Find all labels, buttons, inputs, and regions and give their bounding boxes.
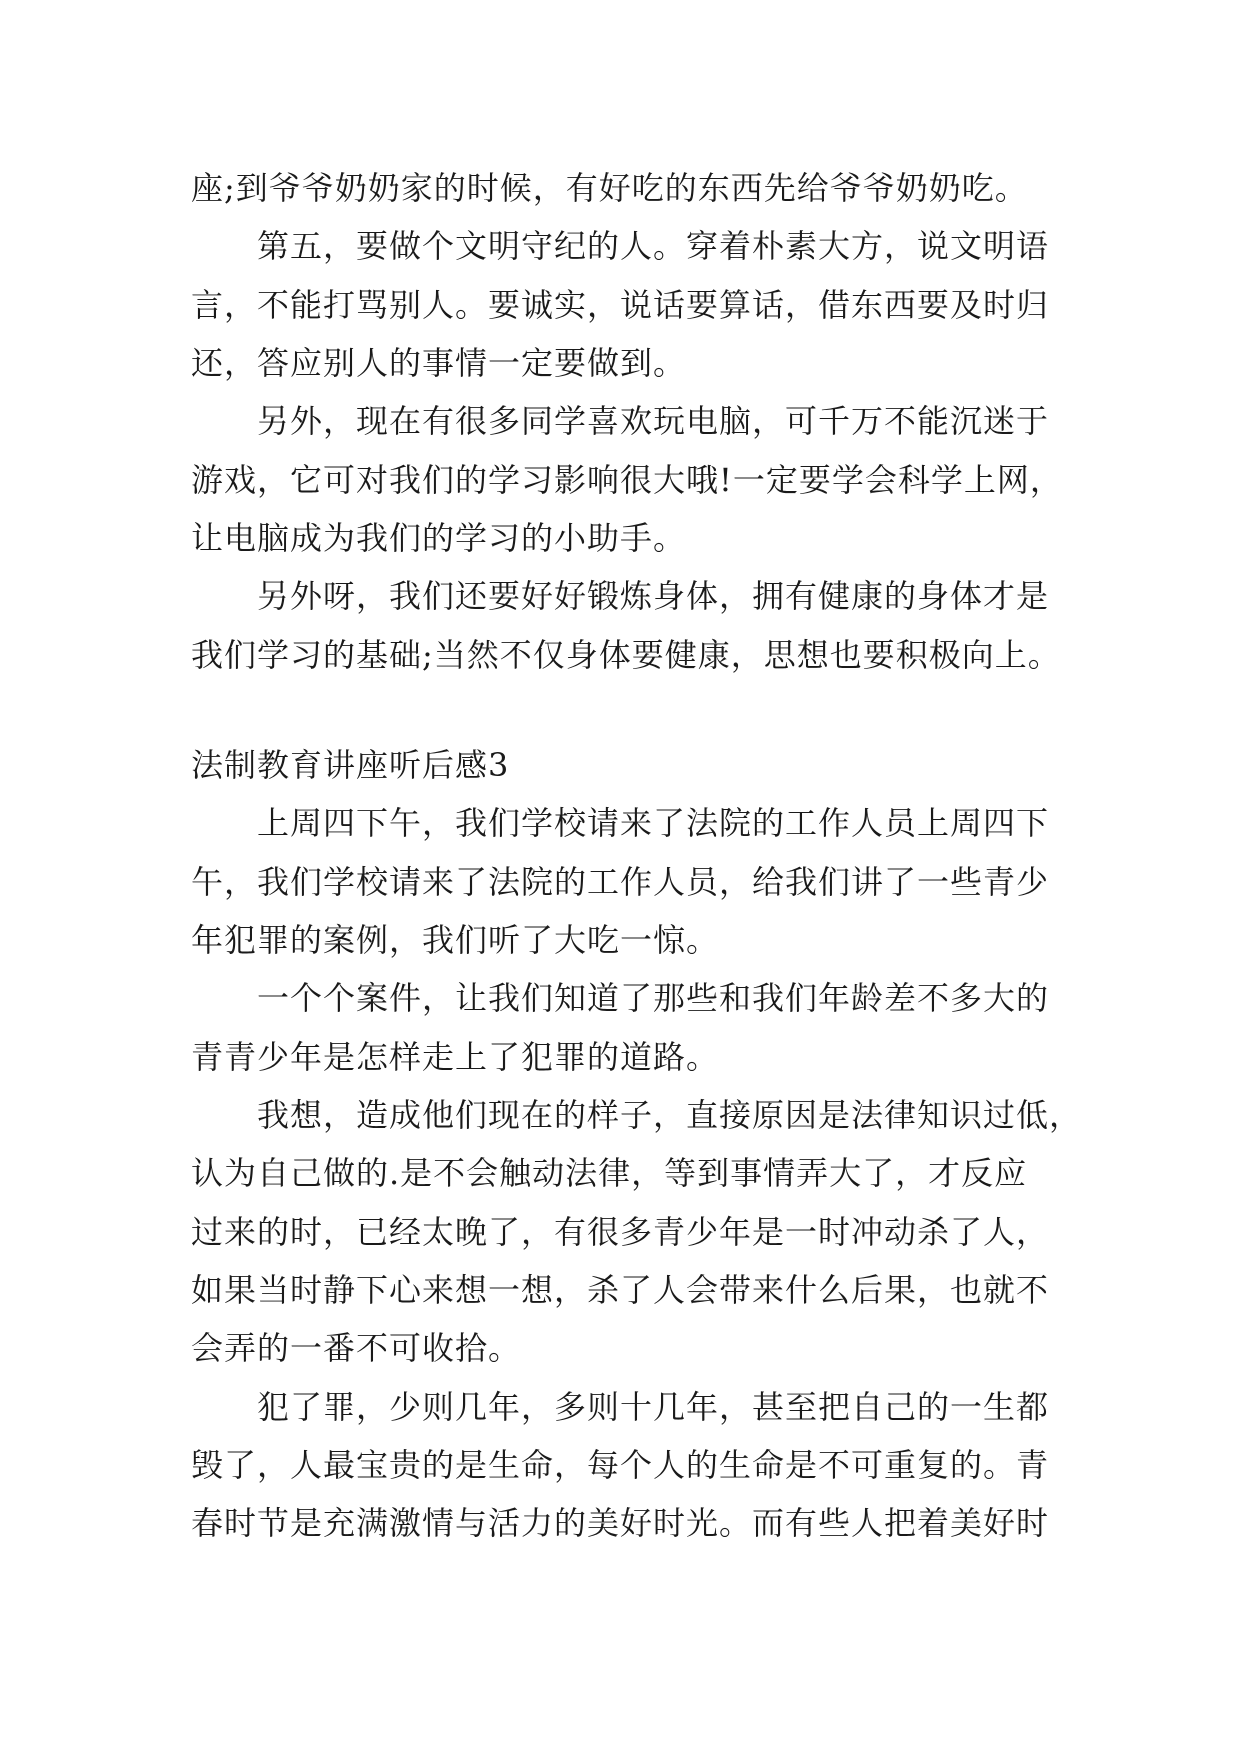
paragraph-start-line: 第五，要做个文明守纪的人。穿着朴素大方，说文明语 [257,227,1050,265]
paragraph-start-line: 另外呀，我们还要好好锻炼身体，拥有健康的身体才是 [257,577,1050,615]
text-line: 还，答应别人的事情一定要做到。 [191,344,687,382]
text-line: 午，我们学校请来了法院的工作人员，给我们讲了一些青少 [191,863,1050,901]
paragraph-start-line: 犯了罪，少则几年，多则十几年，甚至把自己的一生都 [257,1388,1050,1426]
text-line: 毁了，人最宝贵的是生命，每个人的生命是不可重复的。青 [191,1446,1050,1484]
paragraph-start-line: 一个个案件，让我们知道了那些和我们年龄差不多大的 [257,979,1050,1017]
text-line: 年犯罪的案例，我们听了大吃一惊。 [191,921,720,959]
text-line: 让电脑成为我们的学习的小助手。 [191,519,687,557]
section-heading: 法制教育讲座听后感3 [191,746,510,784]
paragraph-start-line: 另外，现在有很多同学喜欢玩电脑，可千万不能沉迷于 [257,402,1050,440]
paragraph-start-line: 上周四下午，我们学校请来了法院的工作人员上周四下 [257,804,1050,842]
text-line: 我们学习的基础;当然不仅身体要健康，思想也要积极向上。 [191,636,1061,674]
text-line: 如果当时静下心来想一想，杀了人会带来什么后果，也就不 [191,1271,1050,1309]
text-line: 青青少年是怎样走上了犯罪的道路。 [191,1038,720,1076]
text-line: 言，不能打骂别人。要诚实，说话要算话，借东西要及时归 [191,286,1050,324]
text-line: 过来的时，已经太晚了，有很多青少年是一时冲动杀了人， [191,1213,1050,1251]
text-line: 认为自己做的.是不会触动法律，等到事情弄大了，才反应 [191,1154,1028,1192]
text-line: 游戏，它可对我们的学习影响很大哦!一定要学会科学上网， [191,461,1063,499]
paragraph-start-line: 我想，造成他们现在的样子，直接原因是法律知识过低， [257,1096,1083,1134]
text-line: 春时节是充满激情与活力的美好时光。而有些人把着美好时 [191,1504,1050,1542]
text-line: 座;到爷爷奶奶家的时候，有好吃的东西先给爷爷奶奶吃。 [191,169,1028,207]
text-line: 会弄的一番不可收拾。 [191,1329,522,1367]
